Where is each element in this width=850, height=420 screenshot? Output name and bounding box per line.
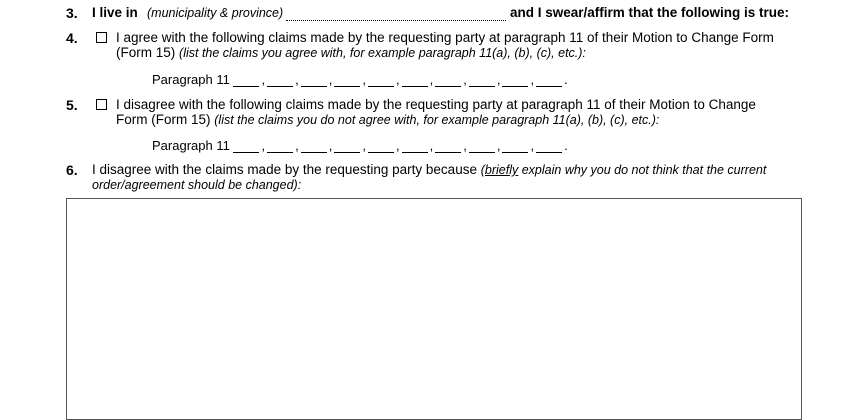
agree-blank[interactable] [536,73,562,87]
disagree-blank[interactable] [435,139,461,153]
disagree-blank[interactable] [368,139,394,153]
agree-paragraph-row: Paragraph 11 , , , , , , , , , . [152,72,568,87]
agree-blank[interactable] [435,73,461,87]
agree-blank[interactable] [368,73,394,87]
item-4-hint: (list the claims you agree with, for example paragraph 11(a), (b), (c), etc.): [179,46,586,60]
disagree-blank[interactable] [267,139,293,153]
item-6-number: 6. [66,162,78,178]
agree-blank[interactable] [469,73,495,87]
item-5-hint: (list the claims you do not agree with, for example paragraph 11(a), (b), (c), etc.): [214,113,660,127]
agree-blank[interactable] [334,73,360,87]
item-5-number: 5. [66,97,78,113]
municipality-province-field[interactable] [286,20,506,21]
disagree-paragraph-row: Paragraph 11 , , , , , , , , , . [152,138,568,153]
disagree-blank[interactable] [536,139,562,153]
disagree-blank[interactable] [469,139,495,153]
disagree-paragraph-label: Paragraph 11 [152,138,230,153]
agree-blank[interactable] [267,73,293,87]
item-3-lead: I live in [92,5,138,20]
disagreement-reasons-textarea[interactable] [66,198,802,420]
item-3-trail: and I swear/affirm that the following is true: [510,5,790,20]
agree-blank[interactable] [233,73,259,87]
disagree-claims-checkbox[interactable] [96,99,107,110]
item-5-text-line1: I disagree with the following claims made by the requesting party at paragraph 11 of their Motion to Change [116,97,756,112]
item-6-hint-underlined: briefly [484,163,519,177]
item-3-hint: (municipality & province) [147,6,284,20]
item-5-form-ref: Form (Form 15) [116,112,211,127]
disagree-blank[interactable] [301,139,327,153]
agree-paragraph-label: Paragraph 11 [152,72,230,87]
agree-blank[interactable] [301,73,327,87]
disagree-blank[interactable] [402,139,428,153]
item-4-text-line1: I agree with the following claims made by the requesting party at paragraph 11 of their Motion to Change Form [116,30,774,45]
item-6-text: I disagree with the claims made by the requesting party because [92,162,477,177]
disagree-blank[interactable] [334,139,360,153]
agree-blank[interactable] [502,73,528,87]
agree-claims-checkbox[interactable] [96,32,107,43]
item-6-hint-line2: order/agreement should be changed): [92,178,302,192]
disagree-blank[interactable] [502,139,528,153]
item-3-number: 3. [66,5,78,21]
item-6-hint-rest: explain why you do not think that the current [521,163,767,177]
item-4-number: 4. [66,30,78,46]
disagree-blank[interactable] [233,139,259,153]
item-4-form-ref: (Form 15) [116,45,176,60]
agree-blank[interactable] [402,73,428,87]
